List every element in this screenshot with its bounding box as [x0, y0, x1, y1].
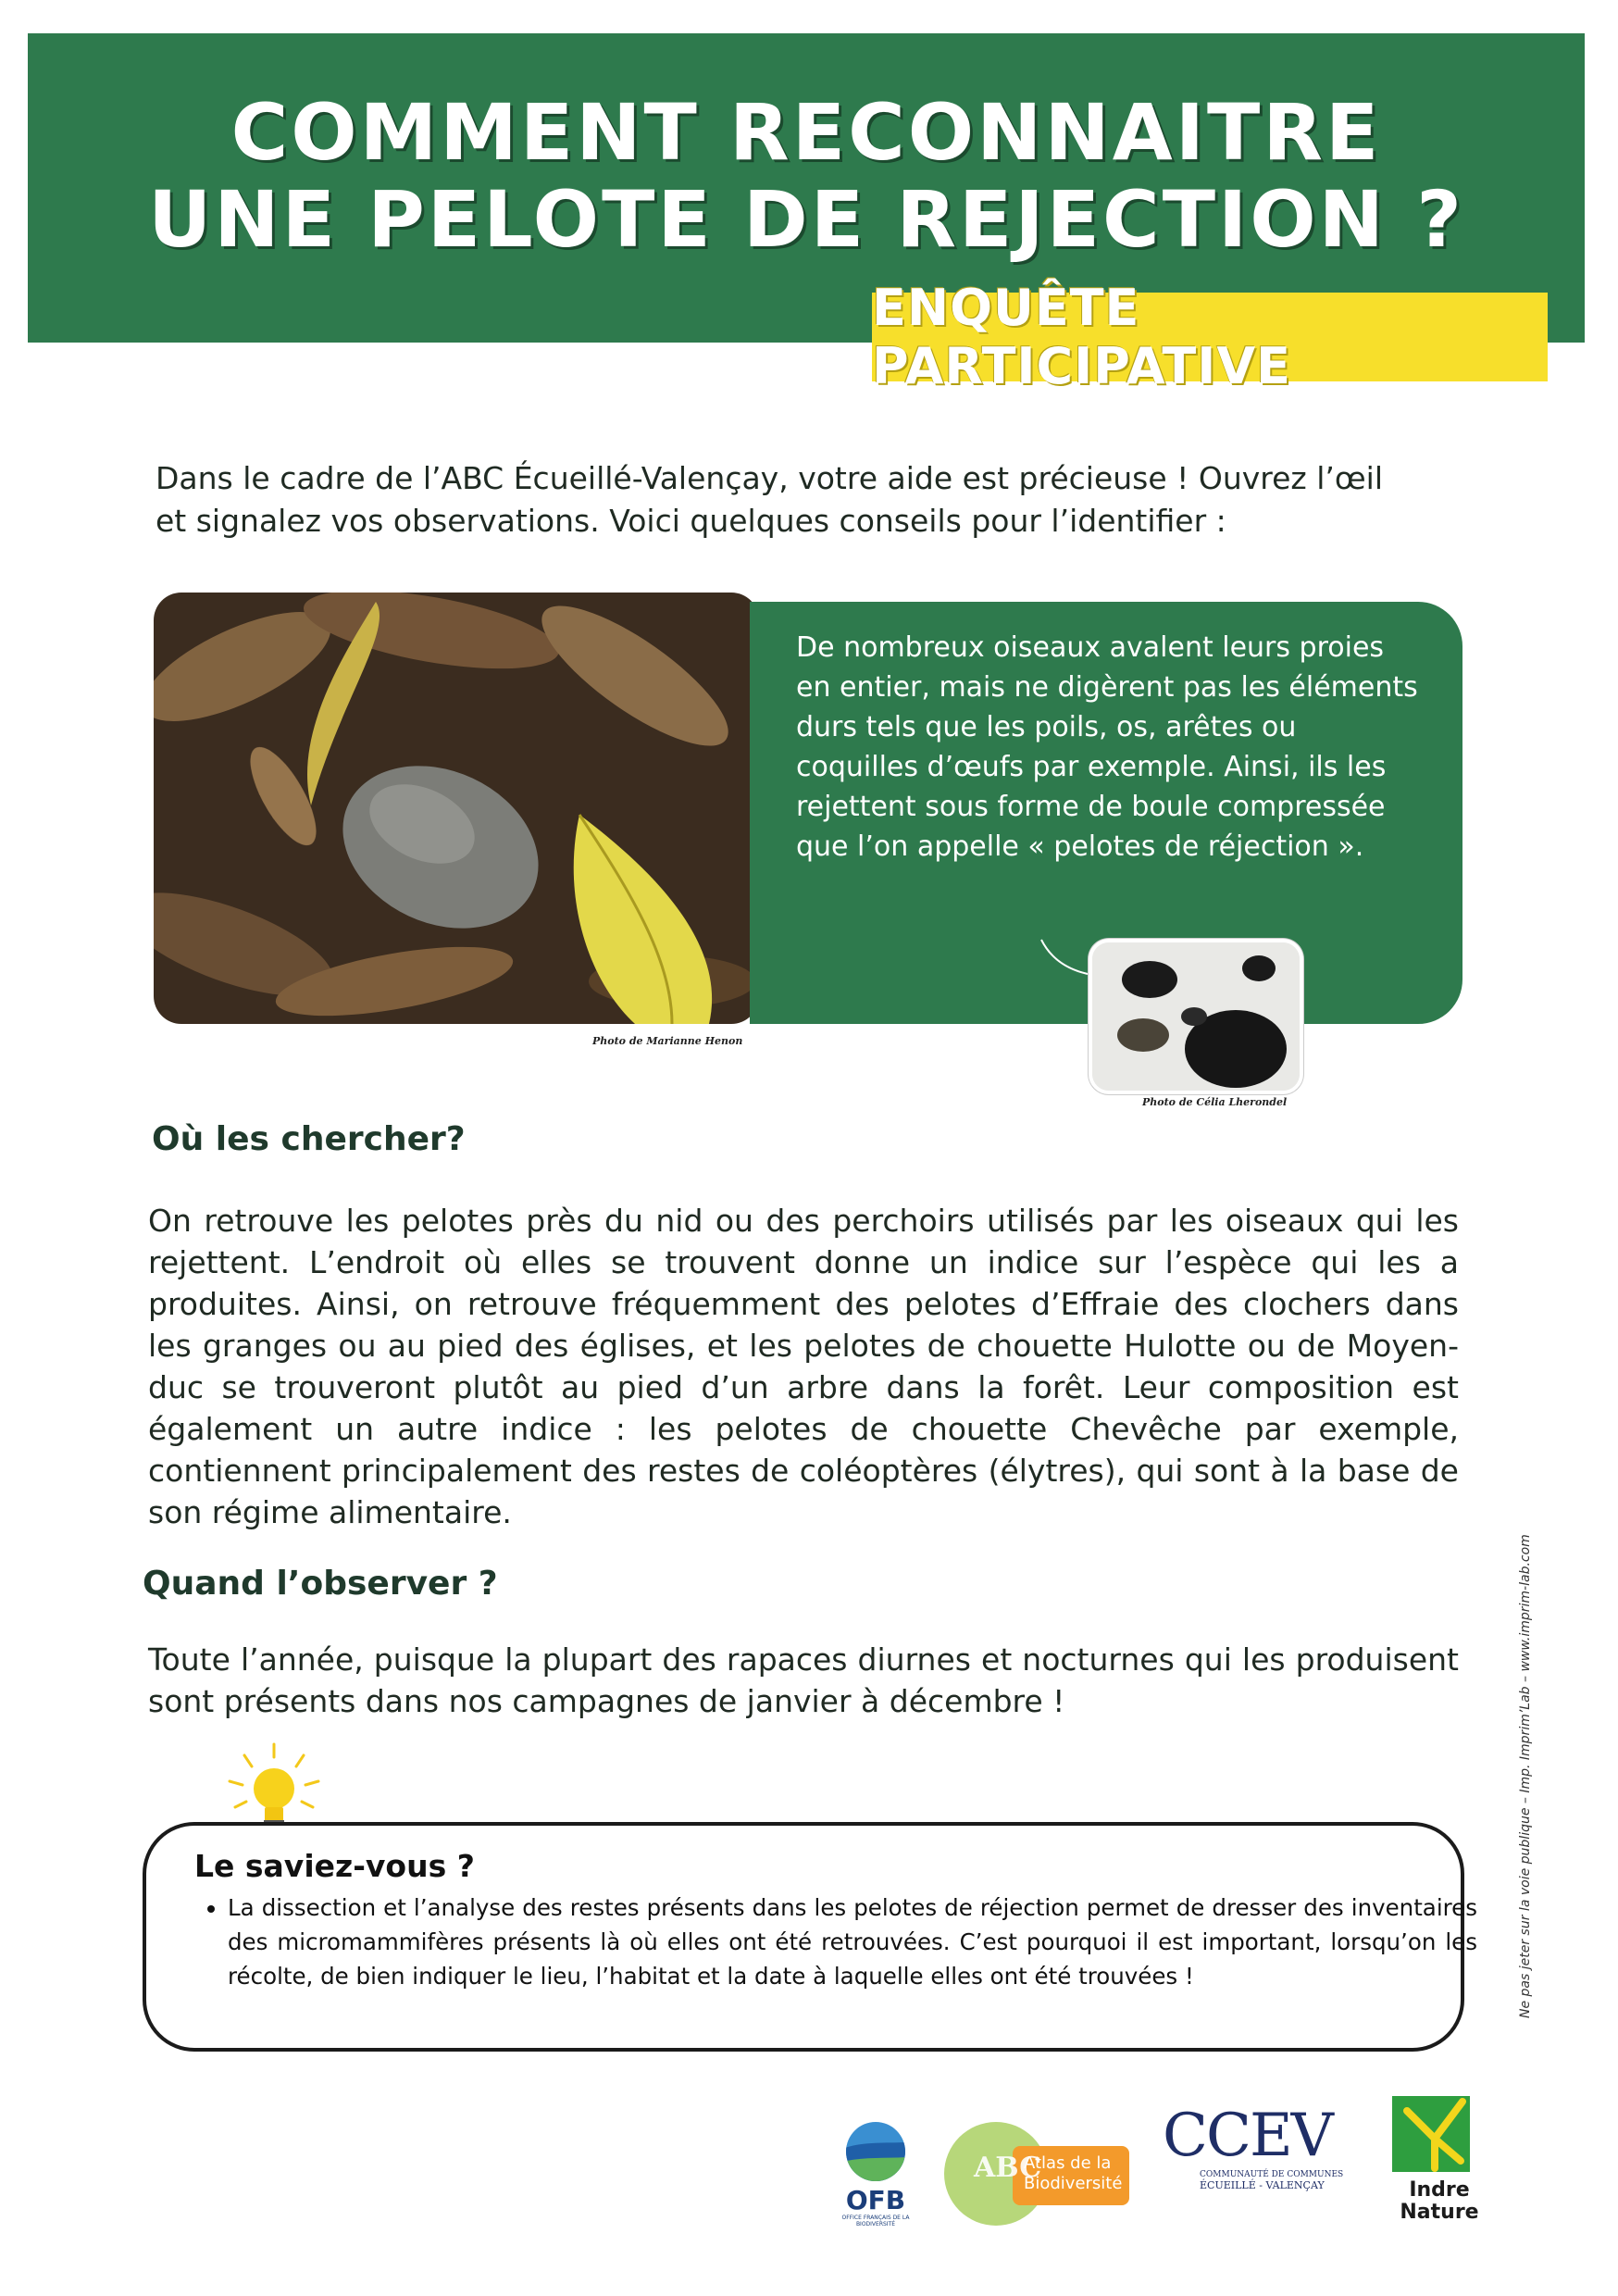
ccev-logo [1163, 2102, 1366, 2231]
indre-nature-logo [1388, 2083, 1490, 2231]
atlas-line-1: Atlas de la [1024, 2153, 1112, 2173]
did-you-know-list [187, 1890, 1477, 1993]
list-item: • La dissection et l’analyse des restes présents dans les pelotes de réjection permet de dresser des inventaires des micromammifères présents là où elles ont été retrouvées. C’est pourquoi il est important, lorsqu’on les récolte, de bien indiquer le lieu, l’habitat et la date à laquelle elles ont été trouvées ! [228, 1890, 1477, 1993]
page-title [28, 89, 1585, 263]
did-you-know-box [143, 1822, 1477, 2052]
forest-floor-illustration [154, 593, 759, 1024]
ofb-sublabel: OFFICE FRANÇAIS DE LA BIODIVERSITÉ [841, 2215, 910, 2227]
ofb-logo [829, 2118, 922, 2229]
main-photo-credit: Photo de Marianne Henon [592, 1035, 743, 1047]
indre-line-1: Indre [1409, 2178, 1470, 2202]
indre-line-2: Nature [1400, 2201, 1479, 2224]
tag-label: ENQUÊTE PARTICIPATIVE [872, 279, 1292, 395]
side-legal-note: Ne pas jeter sur la voie publique – Imp. Imprim’Lab – www.imprim-lab.com [1518, 1534, 1533, 2018]
atlas-line-2: Biodiversité [1024, 2174, 1123, 2193]
pellets-small-photo [1089, 939, 1303, 1094]
pellet-photo [154, 593, 759, 1024]
did-you-know-title: Le saviez-vous ? [194, 1848, 475, 1884]
where-heading: Où les chercher? [152, 1120, 466, 1158]
ccev-label: CCEV [1163, 2102, 1332, 2170]
ofb-label: OFB [845, 2185, 906, 2215]
title-line-1: COMMENT RECONNAITRE [230, 87, 1382, 178]
atlas-label [1024, 2153, 1122, 2194]
atlas-abc-label: ABC [974, 2152, 1042, 2184]
ofb-emblem-icon [829, 2118, 922, 2183]
ccev-sublabel-1: COMMUNAUTÉ DE COMMUNES [1200, 2170, 1344, 2179]
atlas-biodiversite-logo [939, 2118, 1133, 2229]
explanation-text: De nombreux oiseaux avalent leurs proies en entier, mais ne digèrent pas les éléments durs tels que les poils, os, arêtes ou coquilles d’œufs par exemple. Ainsi, ils les rejettent sous forme de boule compressée que l’on appelle « pelotes de réjection ». [796, 631, 1418, 863]
when-paragraph: Toute l’année, puisque la plupart des rapaces diurnes et nocturnes qui les produisent sont présents dans nos campagnes de janvier à décembre ! [148, 1641, 1459, 1719]
indre-nature-emblem-icon [1388, 2083, 1481, 2176]
indre-nature-label [1388, 2179, 1490, 2224]
where-paragraph: On retrouve les pelotes près du nid ou des perchoirs utilisés par les oiseaux qui les rejettent. L’endroit où elles se trouvent donne un indice sur l’espèce qui les a produites. Ainsi, on retrouve fréquemment des pelotes d’Effraie des clochers dans les granges ou au pied des églises, et les pelotes de chouette Hulotte ou de Moyen-duc se trouveront plutôt au pied d’un arbre dans la forêt. Leur composition est également un autre indice : les pelotes de chouette Chevêche par exemple, contiennent principalement des restes de coléoptères (élytres), qui sont à la base de son régime alimentaire. [148, 1203, 1459, 1530]
ccev-sublabel-2: ÉCUEILLÉ - VALENÇAY [1200, 2179, 1325, 2191]
participative-survey-tag [872, 279, 1548, 395]
title-line-2: UNE PELOTE DE REJECTION ? [148, 174, 1464, 265]
when-heading: Quand l’observer ? [143, 1565, 498, 1603]
intro-paragraph: Dans le cadre de l’ABC Écueillé-Valençay, votre aide est précieuse ! Ouvrez l’œil et signalez vos observations. Voici quelques conseils pour l’identifier : [156, 460, 1383, 539]
small-photo-credit: Photo de Célia Lherondel [1142, 1096, 1288, 1108]
pellets-illustration [1092, 942, 1300, 1091]
